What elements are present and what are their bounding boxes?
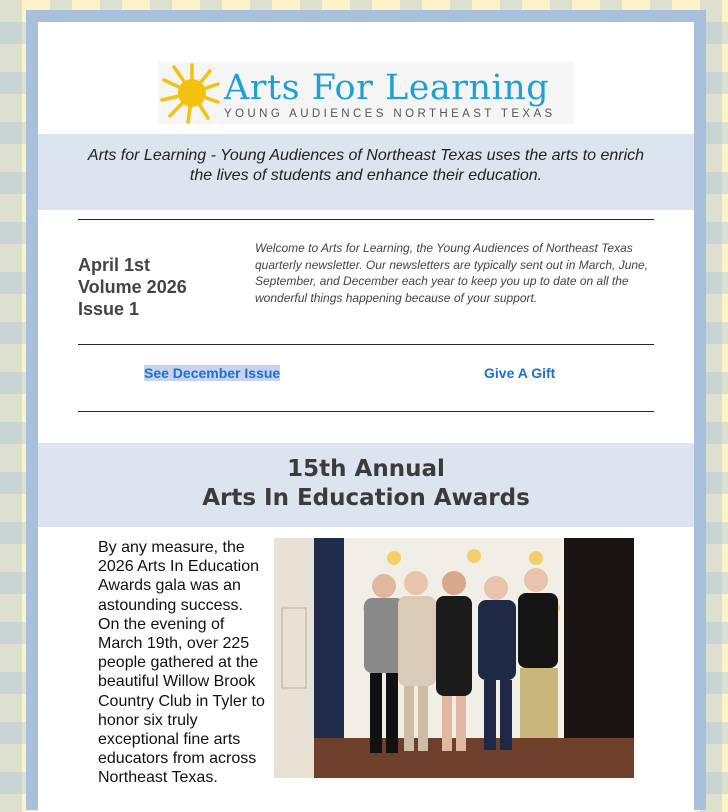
awards-story-text: By any measure, the 2026 Arts In Education Awards gala was an astounding success. On the evening of March 19th, over 225 people gathered at the beautiful Willow Brook Country Club in Tyler to honor six truly exceptional fine arts educators from across Northeast Texas. [98, 539, 265, 787]
logo-subtitle: YOUNG AUDIENCES NORTHEAST TEXAS [224, 108, 556, 120]
divider-bottom [78, 411, 654, 412]
give-a-gift-link[interactable]: Give A Gift [484, 365, 556, 381]
see-december-issue-link[interactable]: See December Issue [144, 365, 281, 381]
issue-number: Issue 1 [78, 299, 140, 319]
mission-statement: Arts for Learning - Young Audiences of Northeast Texas uses the arts to enrich the lives of students and enhance their education. [87, 147, 645, 184]
awards-heading-band [38, 443, 694, 527]
awards-photo [274, 538, 634, 778]
mission-band [38, 134, 694, 210]
divider-middle [78, 344, 654, 345]
newsletter-card [38, 22, 694, 812]
awards-heading-line1: 15th Annual [287, 456, 445, 482]
sun-icon [158, 62, 228, 124]
logo-title: Arts For Learning [224, 68, 550, 108]
issue-volume: Volume 2026 [78, 277, 187, 297]
issue-date: April 1st [78, 255, 151, 275]
divider-top [78, 219, 654, 220]
honorees-photo-image [274, 538, 634, 778]
issue-info [78, 254, 187, 320]
arts-for-learning-logo [158, 62, 574, 124]
awards-heading-line2: Arts In Education Awards [202, 485, 530, 511]
welcome-text: Welcome to Arts for Learning, the Young Audiences of Northeast Texas quarterly newsletter. Our newsletters are typically sent out in March, June, September, and December each year to keep you up to date on all the wonderful things happening because of your support. [255, 241, 649, 305]
